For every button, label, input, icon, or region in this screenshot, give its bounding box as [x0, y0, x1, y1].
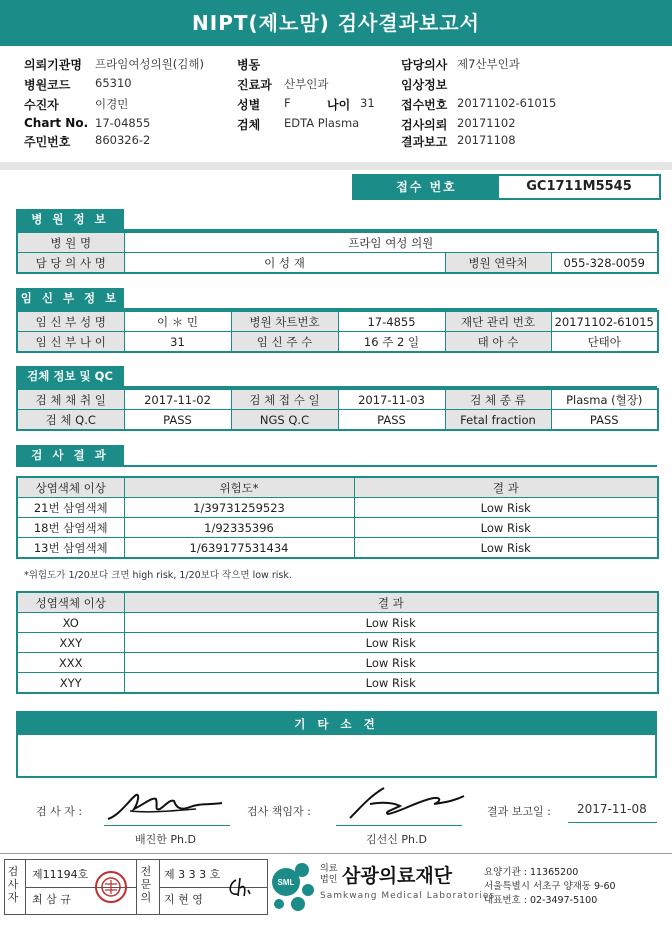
section-pregnant-info: 임 신 부 정 보: [16, 288, 124, 309]
specimen-qc: PASS: [124, 410, 231, 431]
header-value: 프라임여성의원(김해): [95, 57, 204, 71]
header-value: 20171108: [457, 133, 516, 147]
remarks-header: 기 타 소 견: [18, 713, 655, 735]
chart-number-label: 병원 차트번호: [231, 311, 338, 332]
header-value: 이경민: [95, 97, 129, 111]
org-address: 서울특별시 서초구 양재동 9-60: [484, 881, 616, 892]
autosomal-results-table: [16, 476, 659, 559]
receipt-date: 2017-11-03: [338, 389, 445, 410]
management-number: 20171102-61015: [551, 311, 658, 332]
column-header: 성염색체 이상: [17, 592, 124, 613]
manager-label: 검사 책임자 :: [247, 805, 311, 818]
header-value: 17-04855: [95, 116, 151, 130]
risk-value: 1/639177531434: [124, 538, 354, 559]
tester-name: 배진한 Ph.D: [135, 833, 196, 846]
doctor-label: 담 당 의 사 명: [17, 253, 124, 274]
sex-chromosome-results-table: [16, 591, 659, 694]
pregnant-name-label: 임 신 부 성 명: [17, 311, 124, 332]
result-value: Low Risk: [124, 653, 658, 673]
specimen-type: Plasma (혈장): [551, 389, 658, 410]
collection-date-label: 검 체 채 취 일: [17, 389, 124, 410]
collection-date: 2017-11-02: [124, 389, 231, 410]
header-value: 31: [360, 96, 375, 110]
column-header: 상염색체 이상: [17, 477, 124, 498]
remarks-box: [16, 711, 657, 778]
ngs-qc: PASS: [338, 410, 445, 431]
header-value: F: [284, 96, 291, 110]
section-results: 검 사 결 과: [16, 445, 124, 466]
header-divider-band: [0, 162, 672, 170]
hospital-info-table: [16, 231, 659, 274]
hospital-name: 프라임 여성 의원: [124, 232, 658, 253]
header-value: 산부인과: [284, 77, 329, 91]
signature-line: [104, 825, 230, 826]
specialist-signature: [224, 874, 258, 902]
specimen-info-table: [16, 388, 659, 431]
header-label: 결과보고: [401, 135, 448, 149]
header-value: EDTA Plasma: [284, 116, 360, 130]
table-row: [17, 498, 658, 518]
result-value: Low Risk: [124, 613, 658, 633]
header-label: 검사의뢰: [401, 118, 448, 132]
header-label: 검체: [237, 118, 261, 132]
accession-number: GC1711M5545: [526, 179, 632, 194]
table-row: [17, 653, 658, 673]
header-value: 제7산부인과: [457, 57, 520, 71]
pregnant-name: 이 ＊ 민: [124, 311, 231, 332]
column-header: 결 과: [124, 592, 658, 613]
sml-logo-icon: [270, 860, 318, 914]
header-label: 병원코드: [24, 78, 71, 92]
inspector-license: 제11194호: [32, 868, 89, 881]
accession-label: 접수 번호: [354, 176, 499, 198]
header-value: 20171102: [457, 116, 516, 130]
fetal-fraction: PASS: [551, 410, 658, 431]
result-value: Low Risk: [354, 518, 658, 538]
signature-line: [336, 825, 462, 826]
table-row: [17, 613, 658, 633]
specimen-qc-label: 검 체 Q.C: [17, 410, 124, 431]
logo-text: SML: [277, 878, 295, 887]
chart-number: 17-4855: [338, 311, 445, 332]
seal-stamp-icon: [94, 870, 128, 904]
doctor-name: 이 성 재: [124, 253, 445, 274]
header-label: Chart No.: [24, 116, 89, 130]
org-code: 요양기관 : 11365200: [484, 867, 579, 878]
header-label: 수진자: [24, 98, 59, 112]
header-label: 담당의사: [401, 58, 448, 72]
header-label: 의뢰기관명: [24, 58, 82, 72]
specialist-name: 지 현 영: [164, 893, 203, 906]
result-value: Low Risk: [354, 498, 658, 518]
report-date: 2017-11-08: [577, 802, 647, 816]
header-label: 성별: [237, 98, 261, 112]
receipt-date-label: 검 체 접 수 일: [231, 389, 338, 410]
manager-name: 김선신 Ph.D: [366, 833, 427, 846]
condition-name: 13번 삼염색체: [17, 538, 124, 559]
org-name-en: Samkwang Medical Laboratories: [320, 891, 496, 901]
risk-value: 1/39731259523: [124, 498, 354, 518]
header-label: 나이: [327, 98, 351, 112]
inspector-vertical-label: 검 사 자: [7, 865, 19, 904]
org-prefix: 의료 법인: [320, 864, 338, 885]
specialist-vertical-label: 전 문 의: [140, 865, 152, 904]
table-row: [17, 538, 658, 559]
contact-label: 병원 연락처: [445, 253, 551, 274]
condition-name: XXY: [17, 633, 124, 653]
header-label: 병동: [237, 58, 261, 72]
section-hospital-info: 병 원 정 보: [16, 209, 124, 230]
contact-number: 055-328-0059: [551, 253, 658, 274]
pregnant-age-label: 임 신 부 나 이: [17, 332, 124, 353]
risk-value: 1/92335396: [124, 518, 354, 538]
header-value: 65310: [95, 76, 132, 90]
hospital-name-label: 병 원 명: [17, 232, 124, 253]
management-number-label: 재단 관리 번호: [445, 311, 551, 332]
fetal-fraction-label: Fetal fraction: [445, 410, 551, 431]
result-value: Low Risk: [124, 673, 658, 694]
org-phone: 대표번호 : 02-3497-5100: [484, 895, 598, 906]
accession-box: [352, 174, 661, 200]
condition-name: 18번 삼염색체: [17, 518, 124, 538]
header-label: 접수번호: [401, 98, 448, 112]
specimen-type-label: 검 체 종 류: [445, 389, 551, 410]
table-row: [17, 673, 658, 694]
manager-signature: [330, 782, 470, 824]
risk-footnote: *위험도가 1/20보다 크면 high risk, 1/20보다 작으면 low risk.: [24, 570, 292, 581]
gestation-weeks: 16 주 2 일: [338, 332, 445, 353]
table-row: [17, 633, 658, 653]
section-specimen-info: 검체 정보 및 QC: [16, 366, 124, 387]
signature-line: [568, 822, 657, 823]
org-name: 삼광의료재단: [342, 865, 453, 887]
gestation-weeks-label: 임 신 주 수: [231, 332, 338, 353]
pregnant-age: 31: [124, 332, 231, 353]
report-date-label: 결과 보고일 :: [487, 805, 551, 818]
section-underline: [16, 465, 657, 467]
condition-name: 21번 삼염색체: [17, 498, 124, 518]
condition-name: XYY: [17, 673, 124, 694]
column-header: 위험도*: [124, 477, 354, 498]
ngs-qc-label: NGS Q.C: [231, 410, 338, 431]
header-label: 임상정보: [401, 78, 448, 92]
header-value: 20171102-61015: [457, 96, 557, 110]
header-label: 진료과: [237, 78, 272, 92]
fetus-count-label: 태 아 수: [445, 332, 551, 353]
result-value: Low Risk: [354, 538, 658, 559]
specialist-license: 제 3 3 3 호: [164, 868, 221, 881]
table-row: [17, 518, 658, 538]
footer-divider: [0, 853, 672, 854]
condition-name: XXX: [17, 653, 124, 673]
result-value: Low Risk: [124, 633, 658, 653]
tester-label: 검 사 자 :: [36, 805, 83, 818]
report-title: NIPT(제노맘) 검사결과보고서: [0, 0, 672, 46]
inspector-name: 최 삼 규: [32, 893, 71, 906]
tester-signature: [100, 789, 230, 825]
remarks-text: [18, 735, 655, 747]
condition-name: XO: [17, 613, 124, 633]
fetus-count: 단태아: [551, 332, 658, 353]
header-value: 860326-2: [95, 133, 151, 147]
pregnant-info-table: [16, 310, 659, 353]
header-label: 주민번호: [24, 135, 71, 149]
column-header: 결 과: [354, 477, 658, 498]
